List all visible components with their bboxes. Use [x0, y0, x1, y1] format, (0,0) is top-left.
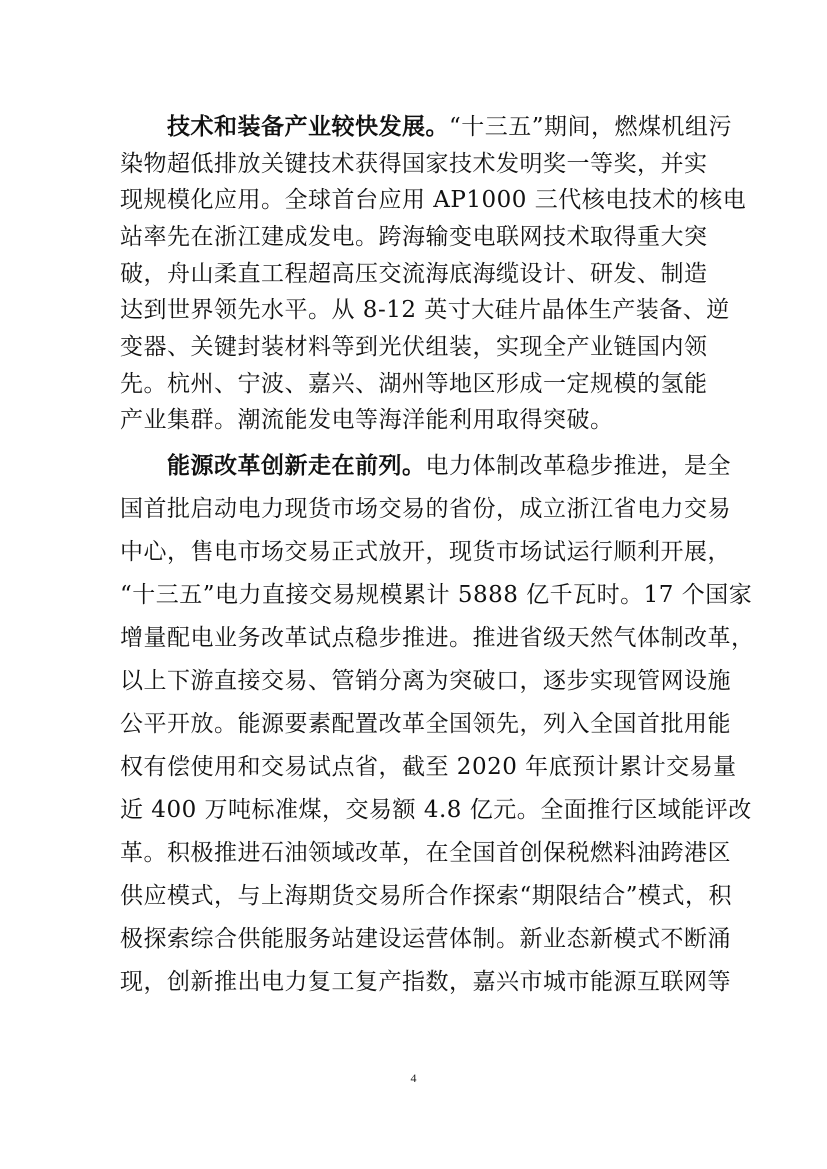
- paragraph-2-line-6: 以上下游直接交易、管销分离为突破口，逐步实现管网设施: [120, 668, 731, 694]
- paragraph-1-line-4: 站率先在浙江建成发电。跨海输变电联网技术取得重大突: [120, 224, 708, 250]
- paragraph-2-line-10: 革。积极推进石油领域改革，在全国首创保税燃料油跨港区: [120, 840, 731, 866]
- paragraph-1-line-2: 染物超低排放关键技术获得国家技术发明奖一等奖，并实: [120, 151, 708, 177]
- paragraph-2-line-1: [167, 450, 731, 482]
- paragraph-2-line-9: 近 400 万吨标准煤，交易额 4.8 亿元。全面推行区域能评改: [120, 797, 752, 823]
- paragraph-2-line-4: “十三五”电力直接交易规模累计 5888 亿千瓦时。17 个国家: [120, 582, 753, 608]
- paragraph-1-line-5: 破，舟山柔直工程超高压交流海底海缆设计、研发、制造: [120, 261, 708, 287]
- paragraph-2-heading: 能源改革创新走在前列。: [167, 452, 426, 479]
- paragraph-2-line-2: 国首批启动电力现货市场交易的省份，成立浙江省电力交易: [120, 496, 731, 522]
- paragraph-2-line-3: 中心，售电市场交易正式放开，现货市场试运行顺利开展，: [120, 539, 731, 565]
- paragraph-2-line-5: 增量配电业务改革试点稳步推进。推进省级天然气体制改革，: [120, 625, 755, 651]
- paragraph-1-line-1: [167, 111, 733, 143]
- paragraph-2-line-7: 公平开放。能源要素配置改革全国领先，列入全国首批用能: [120, 711, 731, 737]
- paragraph-1-line-1-text: “十三五”期间，燃煤机组污: [449, 114, 733, 140]
- page-number: 4: [410, 1071, 417, 1085]
- paragraph-1-heading: 技术和装备产业较快发展。: [167, 113, 449, 140]
- paragraph-2-line-11: 供应模式，与上海期货交易所合作探索“期限结合”模式，积: [120, 883, 733, 909]
- paragraph-1-line-7: 变器、关键封装材料等到光伏组装，实现全产业链国内领: [120, 334, 708, 360]
- paragraph-1-line-8: 先。杭州、宁波、嘉兴、湖州等地区形成一定规模的氢能: [120, 371, 708, 397]
- paragraph-2-line-1-text: 电力体制改革稳步推进，是全: [425, 453, 731, 479]
- paragraph-1-line-6: 达到世界领先水平。从 8-12 英寸大硅片晶体生产装备、逆: [120, 297, 730, 323]
- paragraph-1-line-9: 产业集群。潮流能发电等海洋能利用取得突破。: [120, 407, 614, 433]
- paragraph-2-line-12: 极探索综合供能服务站建设运营体制。新业态新模式不断涌: [120, 926, 731, 952]
- paragraph-2-line-13: 现，创新推出电力复工复产指数，嘉兴市城市能源互联网等: [120, 969, 731, 995]
- paragraph-1-line-3: 现规模化应用。全球首台应用 AP1000 三代核电技术的核电: [120, 187, 747, 213]
- paragraph-2-line-8: 权有偿使用和交易试点省，截至 2020 年底预计累计交易量: [120, 754, 737, 780]
